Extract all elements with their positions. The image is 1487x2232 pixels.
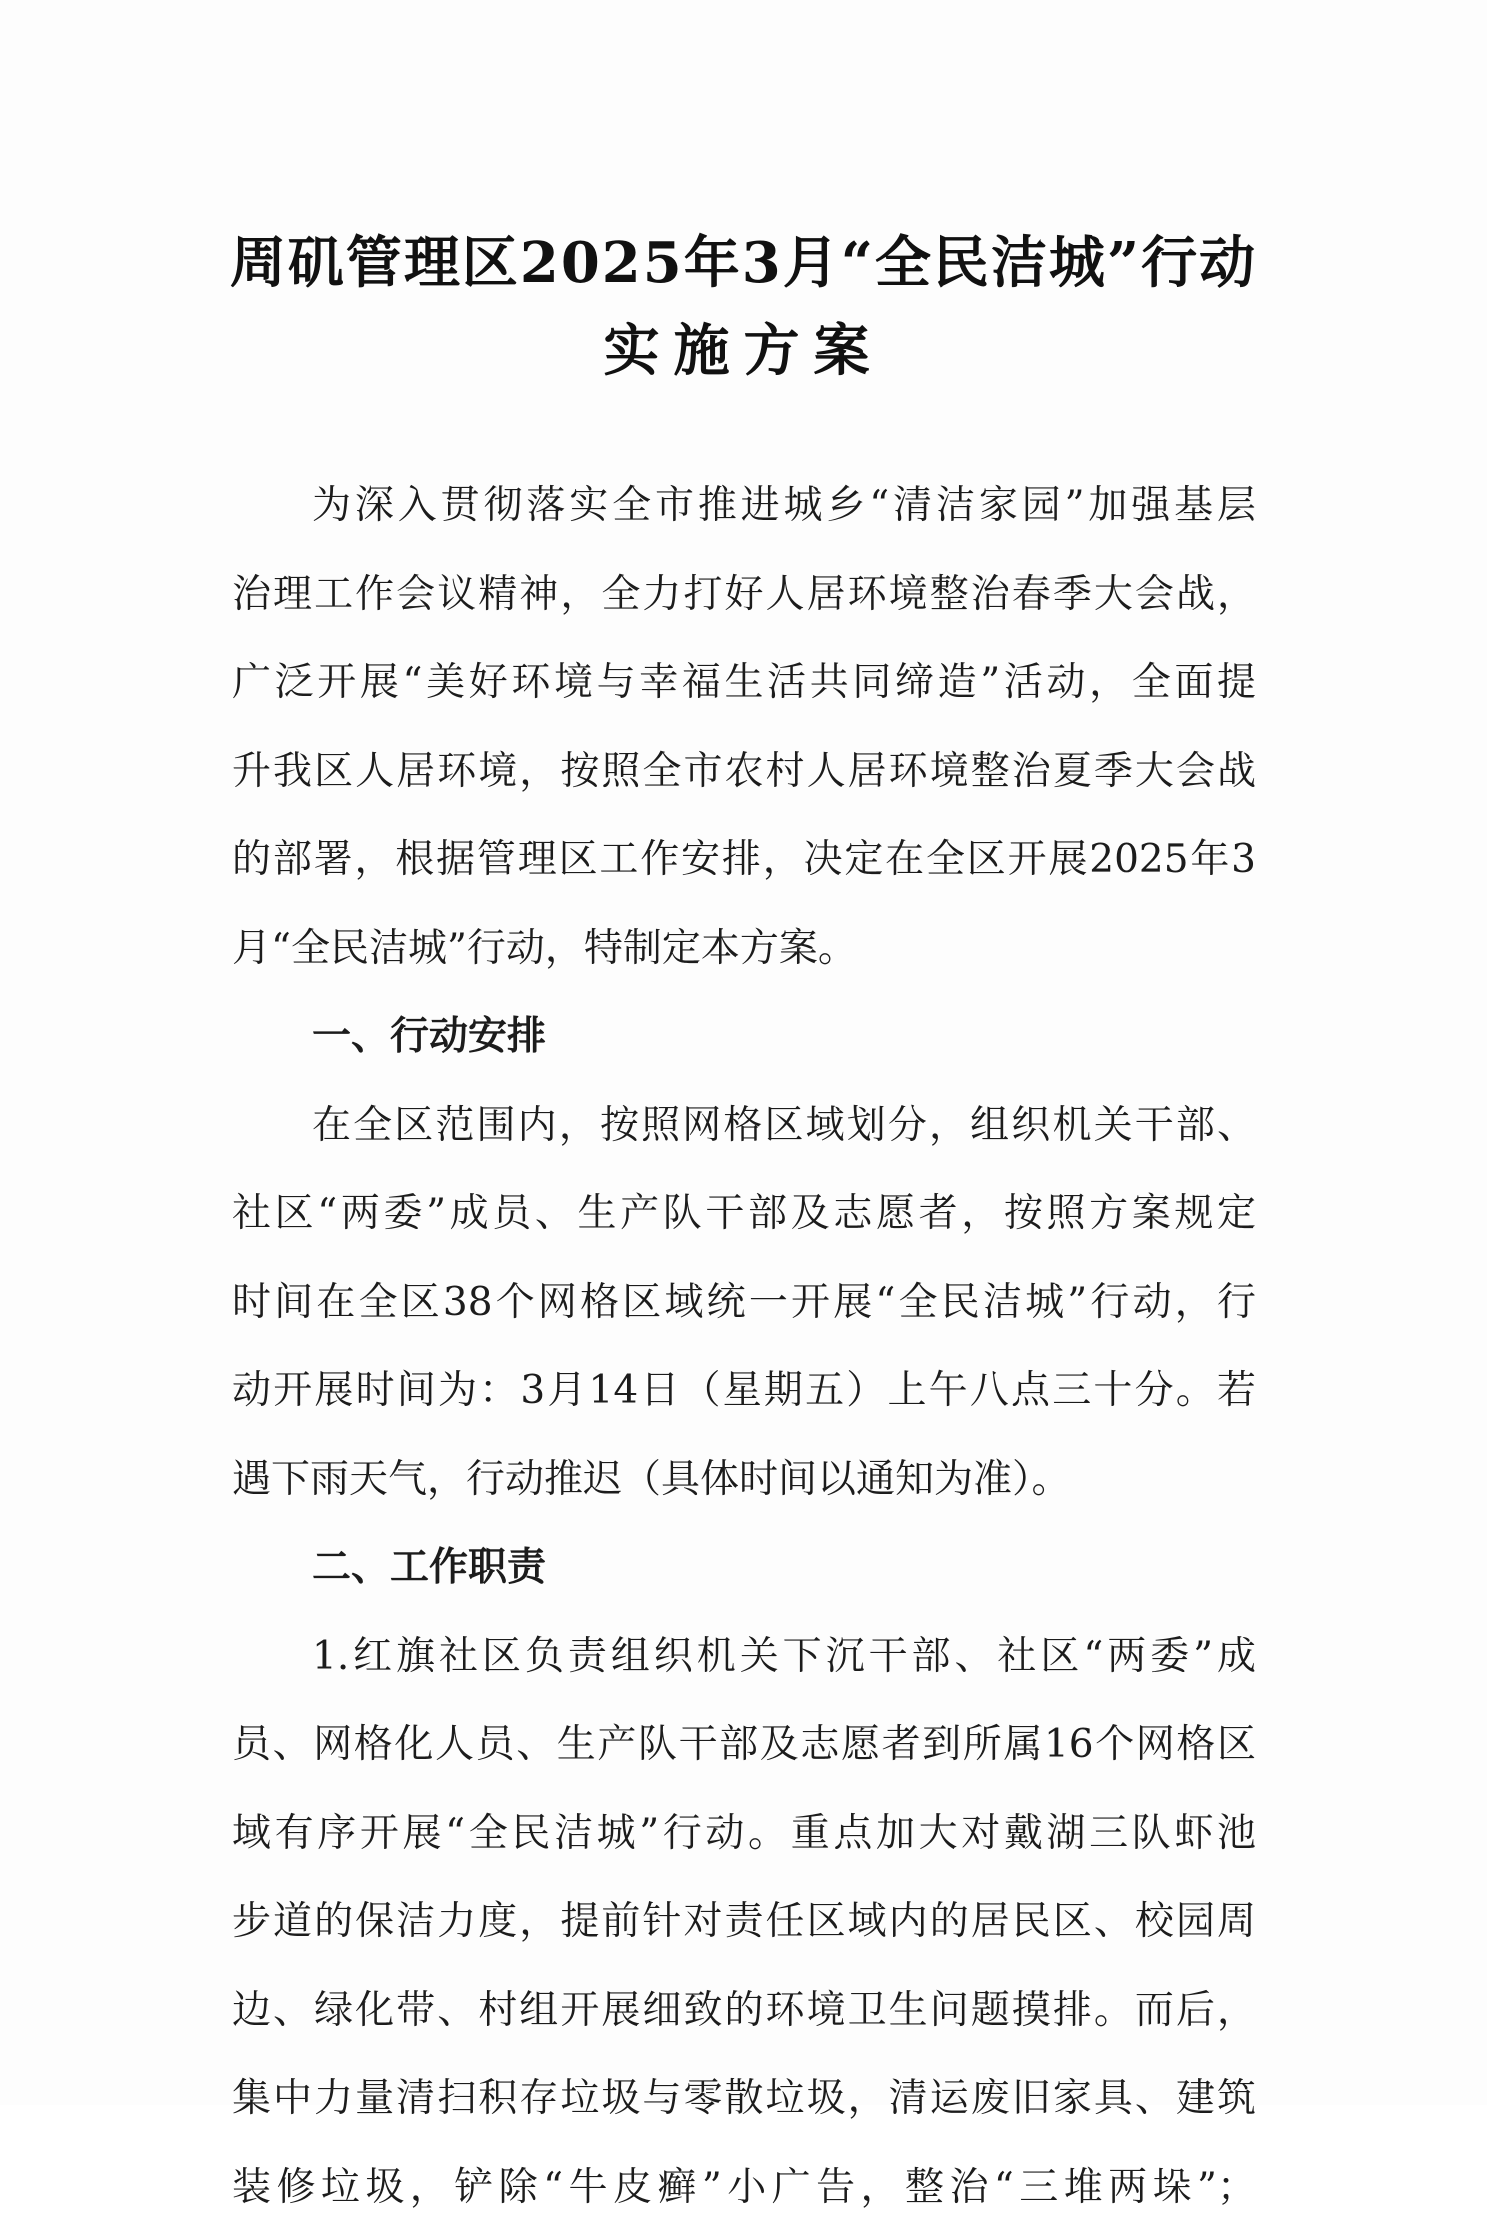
section2-line-6: 集中力量清扫积存垃圾与零散垃圾，清运废旧家具、建筑 [232, 2055, 1256, 2144]
intro-line-1: 为深入贯彻落实全市推进城乡“清洁家园”加强基层 [232, 462, 1256, 551]
intro-line-4: 升我区人居环境，按照全市农村人居环境整治夏季大会战 [232, 728, 1256, 817]
section1-line-5: 遇下雨天气，行动推迟（具体时间以通知为准）。 [232, 1436, 1256, 1525]
section1-line-1: 在全区范围内，按照网格区域划分，组织机关干部、 [232, 1082, 1256, 1171]
intro-line-2: 治理工作会议精神，全力打好人居环境整治春季大会战， [232, 551, 1256, 640]
document-title-line-1: 周矶管理区2025年3月“全民洁城”行动 [0, 228, 1487, 298]
intro-line-5: 的部署，根据管理区工作安排，决定在全区开展2025年3 [232, 816, 1256, 905]
section2-line-1: 1.红旗社区负责组织机关下沉干部、社区“两委”成 [232, 1613, 1256, 1702]
document-title-line-2: 实施方案 [0, 316, 1487, 386]
section2-line-2: 员、网格化人员、生产队干部及志愿者到所属16个网格区 [232, 1701, 1256, 1790]
section-heading-1: 一、行动安排 [232, 993, 1256, 1082]
section-heading-2: 二、工作职责 [232, 1524, 1256, 1613]
section2-line-5: 边、绿化带、村组开展细致的环境卫生问题摸排。而后， [232, 1967, 1256, 2056]
intro-line-6: 月“全民洁城”行动，特制定本方案。 [232, 905, 1256, 994]
section1-line-3: 时间在全区38个网格区域统一开展“全民洁城”行动，行 [232, 1259, 1256, 1348]
section1-line-2: 社区“两委”成员、生产队干部及志愿者，按照方案规定 [232, 1170, 1256, 1259]
document-body [232, 462, 1256, 2232]
section2-line-7: 装修垃圾，铲除“牛皮癣”小广告，整治“三堆两垛”； [232, 2144, 1256, 2232]
section2-line-3: 域有序开展“全民洁城”行动。重点加大对戴湖三队虾池 [232, 1790, 1256, 1879]
intro-line-3: 广泛开展“美好环境与幸福生活共同缔造”活动，全面提 [232, 639, 1256, 728]
section2-line-4: 步道的保洁力度，提前针对责任区域内的居民区、校园周 [232, 1878, 1256, 1967]
section1-line-4: 动开展时间为：3月14日（星期五）上午八点三十分。若 [232, 1347, 1256, 1436]
